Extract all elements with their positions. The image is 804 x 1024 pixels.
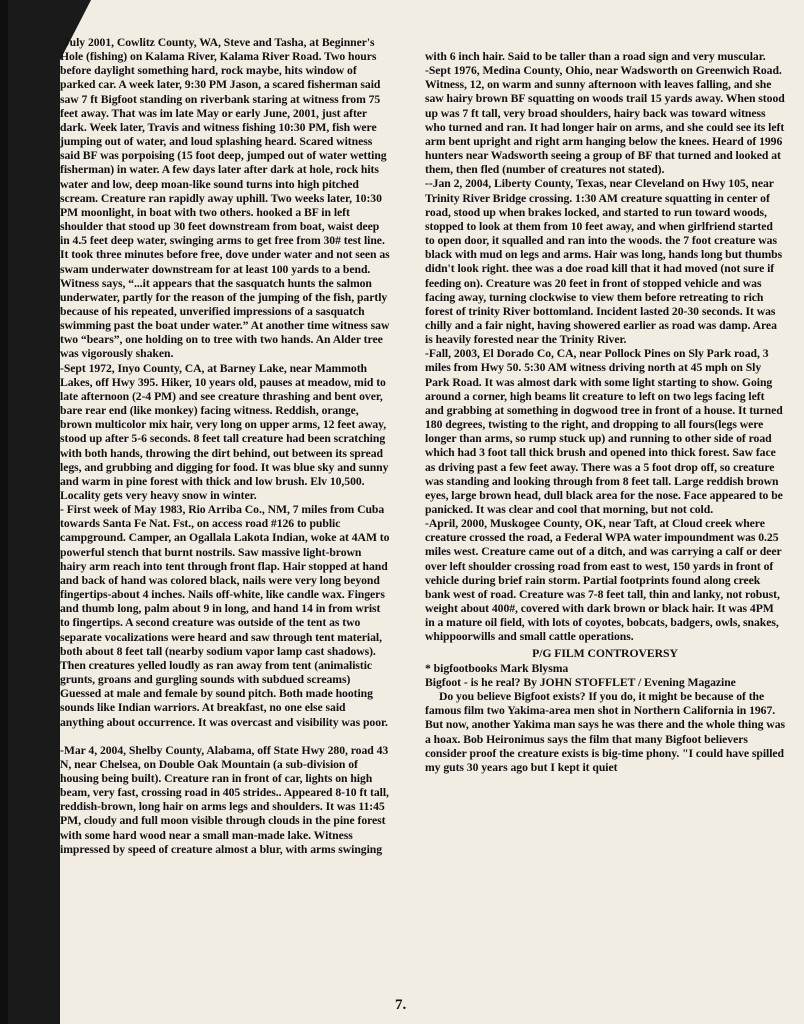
report-paragraph: -Fall, 2003, El Dorado Co, CA, near Pollock Pines on Sly Park road, 3 miles from Hwy 50. 5:30 AM witness driving north at 45 mph on Sly Park Road. It was almost dark with some light starting to show. Going around a corner, high beams lit creature to left on two legs facing left and grabbing at something in dogwood tree in front of a house. It turned 180 degrees, twisting to the right, and dropping to all fours(legs were longer than arms, so rump stuck up) and running to other side of road which had 3 foot tall thick brush and opened into thick forest. Saw face as driving past a few feet away. There was a 5 foot drop off, so creature was standing and looking through from 8 feet tall. Large reddish brown eyes, large brown head, dull black area for the nose. Face appeared to be panicked. It was clear and cool that morning, but not cold. (425, 347, 783, 516)
report-paragraph: --Jan 2, 2004, Liberty County, Texas, near Cleveland on Hwy 105, near Trinity River Bridge crossing. 1:30 AM creature squatting in center of road, stood up when brakes locked, and started to run toward woods, stopped to look at them from 10 feet away, and when girlfriend started to open door, it squalled and ran into the woods. the 7 foot creature was black with mud on legs and arms. Hair was long, hands long but thumbs didn't look right. thee was a doe road kill that it had moved (not sure if feeding on). Creature was 20 feet in front of stopped vehicle and was facing away, turning clockwise to view them before retreating to rich forest of trinity River bottomland. Incident lasted 20-30 seconds. It was chilly and a fair night, having showered earlier as road was damp. Area is heavily forested near the Trinity River. (425, 177, 783, 347)
right-column (425, 50, 785, 775)
article-body: Do you believe Bigfoot exists? If you do, it might be because of the famous film two Yakima-area men shot in Northern California in 1967. But now, another Yakima man says he was there and the whole thing was a hoax. Bob Heironimus says the film that many Bigfoot believers consider proof the creature exists is big-time phony. "I could have spilled my guts 30 years ago but I kept it quiet (425, 690, 785, 774)
report-paragraph: -Sept 1972, Inyo County, CA, at Barney Lake, near Mammoth Lakes, off Hwy 395. Hiker, 10 years old, pauses at meadow, mid to late afternoon (2-4 PM) and see creature thrashing and bent over, bare rear end (like monkey) facing witness. Reddish, orange, brown multicolor mix hair, very long on upper arms, 12 feet away, stood up after 5-6 seconds. 8 feet tall creature had been scratching with both hands, throwing the dirt behind, out between its spread legs, and grubbing and digging for food. It was blue sky and sunny and warm in pine forest with thick and low brush. Elv 10,500. Locality gets very heavy snow in winter. (60, 361, 389, 502)
scan-edge (0, 0, 8, 1024)
report-paragraph: - First week of May 1983, Rio Arriba Co., NM, 7 miles from Cuba towards Santa Fe Nat. Fst., on access road #126 to public campground. Camper, an Ogallala Lakota Indian, woke at 4AM to powerful stench that burnt nostrils. Saw massive light-brown hairy arm reach into tent through front flap. Hair stopped at hand and back of hand was colored black, nails were very long beyond fingertips-about 4 inches. Nails off-white, like candle wax. Fingers and thumb long, palm about 9 in long, and hand 14 in from wrist to fingertips. A second creature was outside of the tent as two separate vocalizations were heard and saw through tent material, both about 8 feet tall (nearby sodium vapor lamp cast shadows). Then creatures yelled loudly as ran away from tent (animalistic grunts, groans and gurgling sounds with subdued screams) Guessed at male and female by sound pitch. Both made hooting sounds like Indian warriors. At breakfast, no one else said anything about occurrence. It was overcast and visibility was poor. (60, 503, 390, 729)
left-column (60, 36, 390, 857)
report-paragraph: -July 2001, Cowlitz County, WA, Steve and Tasha, at Beginner's Hole (fishing) on Kalama River, Kalama River Road. Two hours before daylight something hard, rock maybe, hits window of parked car. A week later, 9:30 PM Jason, a scared fisherman said saw 7 ft Bigfoot standing on riverbank staring at witness from 75 feet away. That was im late May or early June, 2001, just after dark. Week later, Travis and witness fishing 10:30 PM, fish were jumping out of water, and loud splashing heard. Scared witness said BF was porpoising (15 foot deep, jumped out of water wetting fisherman) in water. A few days later after dark at hole, rock hits water and low, deep moan-like sound turns into high pitched scream. Creature ran rapidly away uphill. Two weeks later, 10:30 PM moonlight, in boat with two others. hooked a BF in left shoulder that stood up 30 feet downstream from boat, waist deep in 4.5 feet deep water, swinging arms to get free from 30# test line. It took three minutes before free, dove under water and not seen as swam underwater downstream for at least 100 yards to a bend. Witness says, “...it appears that the sasquatch hunts the salmon underwater, partly for the reason of the jumping of the fish, partly because of his repeated, unverified impressions of a sasquatch swimming past the boat under water.” At another time witness saw two “bears”, one holding on to tree with two hands. An Alder tree was vigorously shaken. (60, 36, 390, 361)
report-paragraph: -Sept 1976, Medina County, Ohio, near Wadsworth on Greenwich Road. Witness, 12, on warm and sunny afternoon with leaves falling, and she saw hairy brown BF squatting on woods trail 15 yards away. When stood up was 7 ft tall, very broad shoulders, hairy back was toward witness who turned and ran. It had longer hair on arms, and she could see its left arm bent upright and right arm hanging below the knees. Heard of 1996 hunters near Wadsworth seeing a group of BF that turned and looked at them, then fled (number of creatures not stated). (425, 64, 785, 177)
section-heading: P/G FILM CONTROVERSY (532, 646, 678, 660)
article-byline: Bigfoot - is he real? By JOHN STOFFLET / Evening Magazine (425, 675, 736, 689)
report-paragraph: with 6 inch hair. Said to be taller than a road sign and very muscular. (425, 50, 766, 63)
report-paragraph: -April, 2000, Muskogee County, OK, near Taft, at Cloud creek where creature crossed the road, a Federal WPA water impoundment was 0.25 miles west. Creature came out of a ditch, and was carrying a calf or deer over left shoulder crossing road from east to west, 150 yards in front of vehicle during brief rain storm. Partial footprints found along creek bank west of road. Creature was 7-8 feet tall, thin and lanky, not robust, weight about 400#, covered with dark brown or black hair. It was 4PM in a mature oil field, with lots of coyotes, bobcats, badgers, owls, snakes, whippoorwills and small cattle operations. (425, 517, 782, 644)
report-paragraph: -Mar 4, 2004, Shelby County, Alabama, off State Hwy 280, road 43 N, near Chelsea, on Double Oak Mountain (a sub-division of housing being built). Creature ran in front of car, lights on high beam, very fast, crossing road in 405 strides.. Appeared 8-10 ft tall, reddish-brown, long hair on arms legs and shoulders. It was 11:45 PM, cloudy and full moon visible through clouds in the pine forest with some hard wood near a small man-made lake. Witness impressed by speed of creature almost a blur, with arms swinging (60, 743, 389, 856)
source-credit: * bigfootbooks Mark Blysma (425, 661, 569, 675)
page-number: 7. (395, 997, 407, 1013)
